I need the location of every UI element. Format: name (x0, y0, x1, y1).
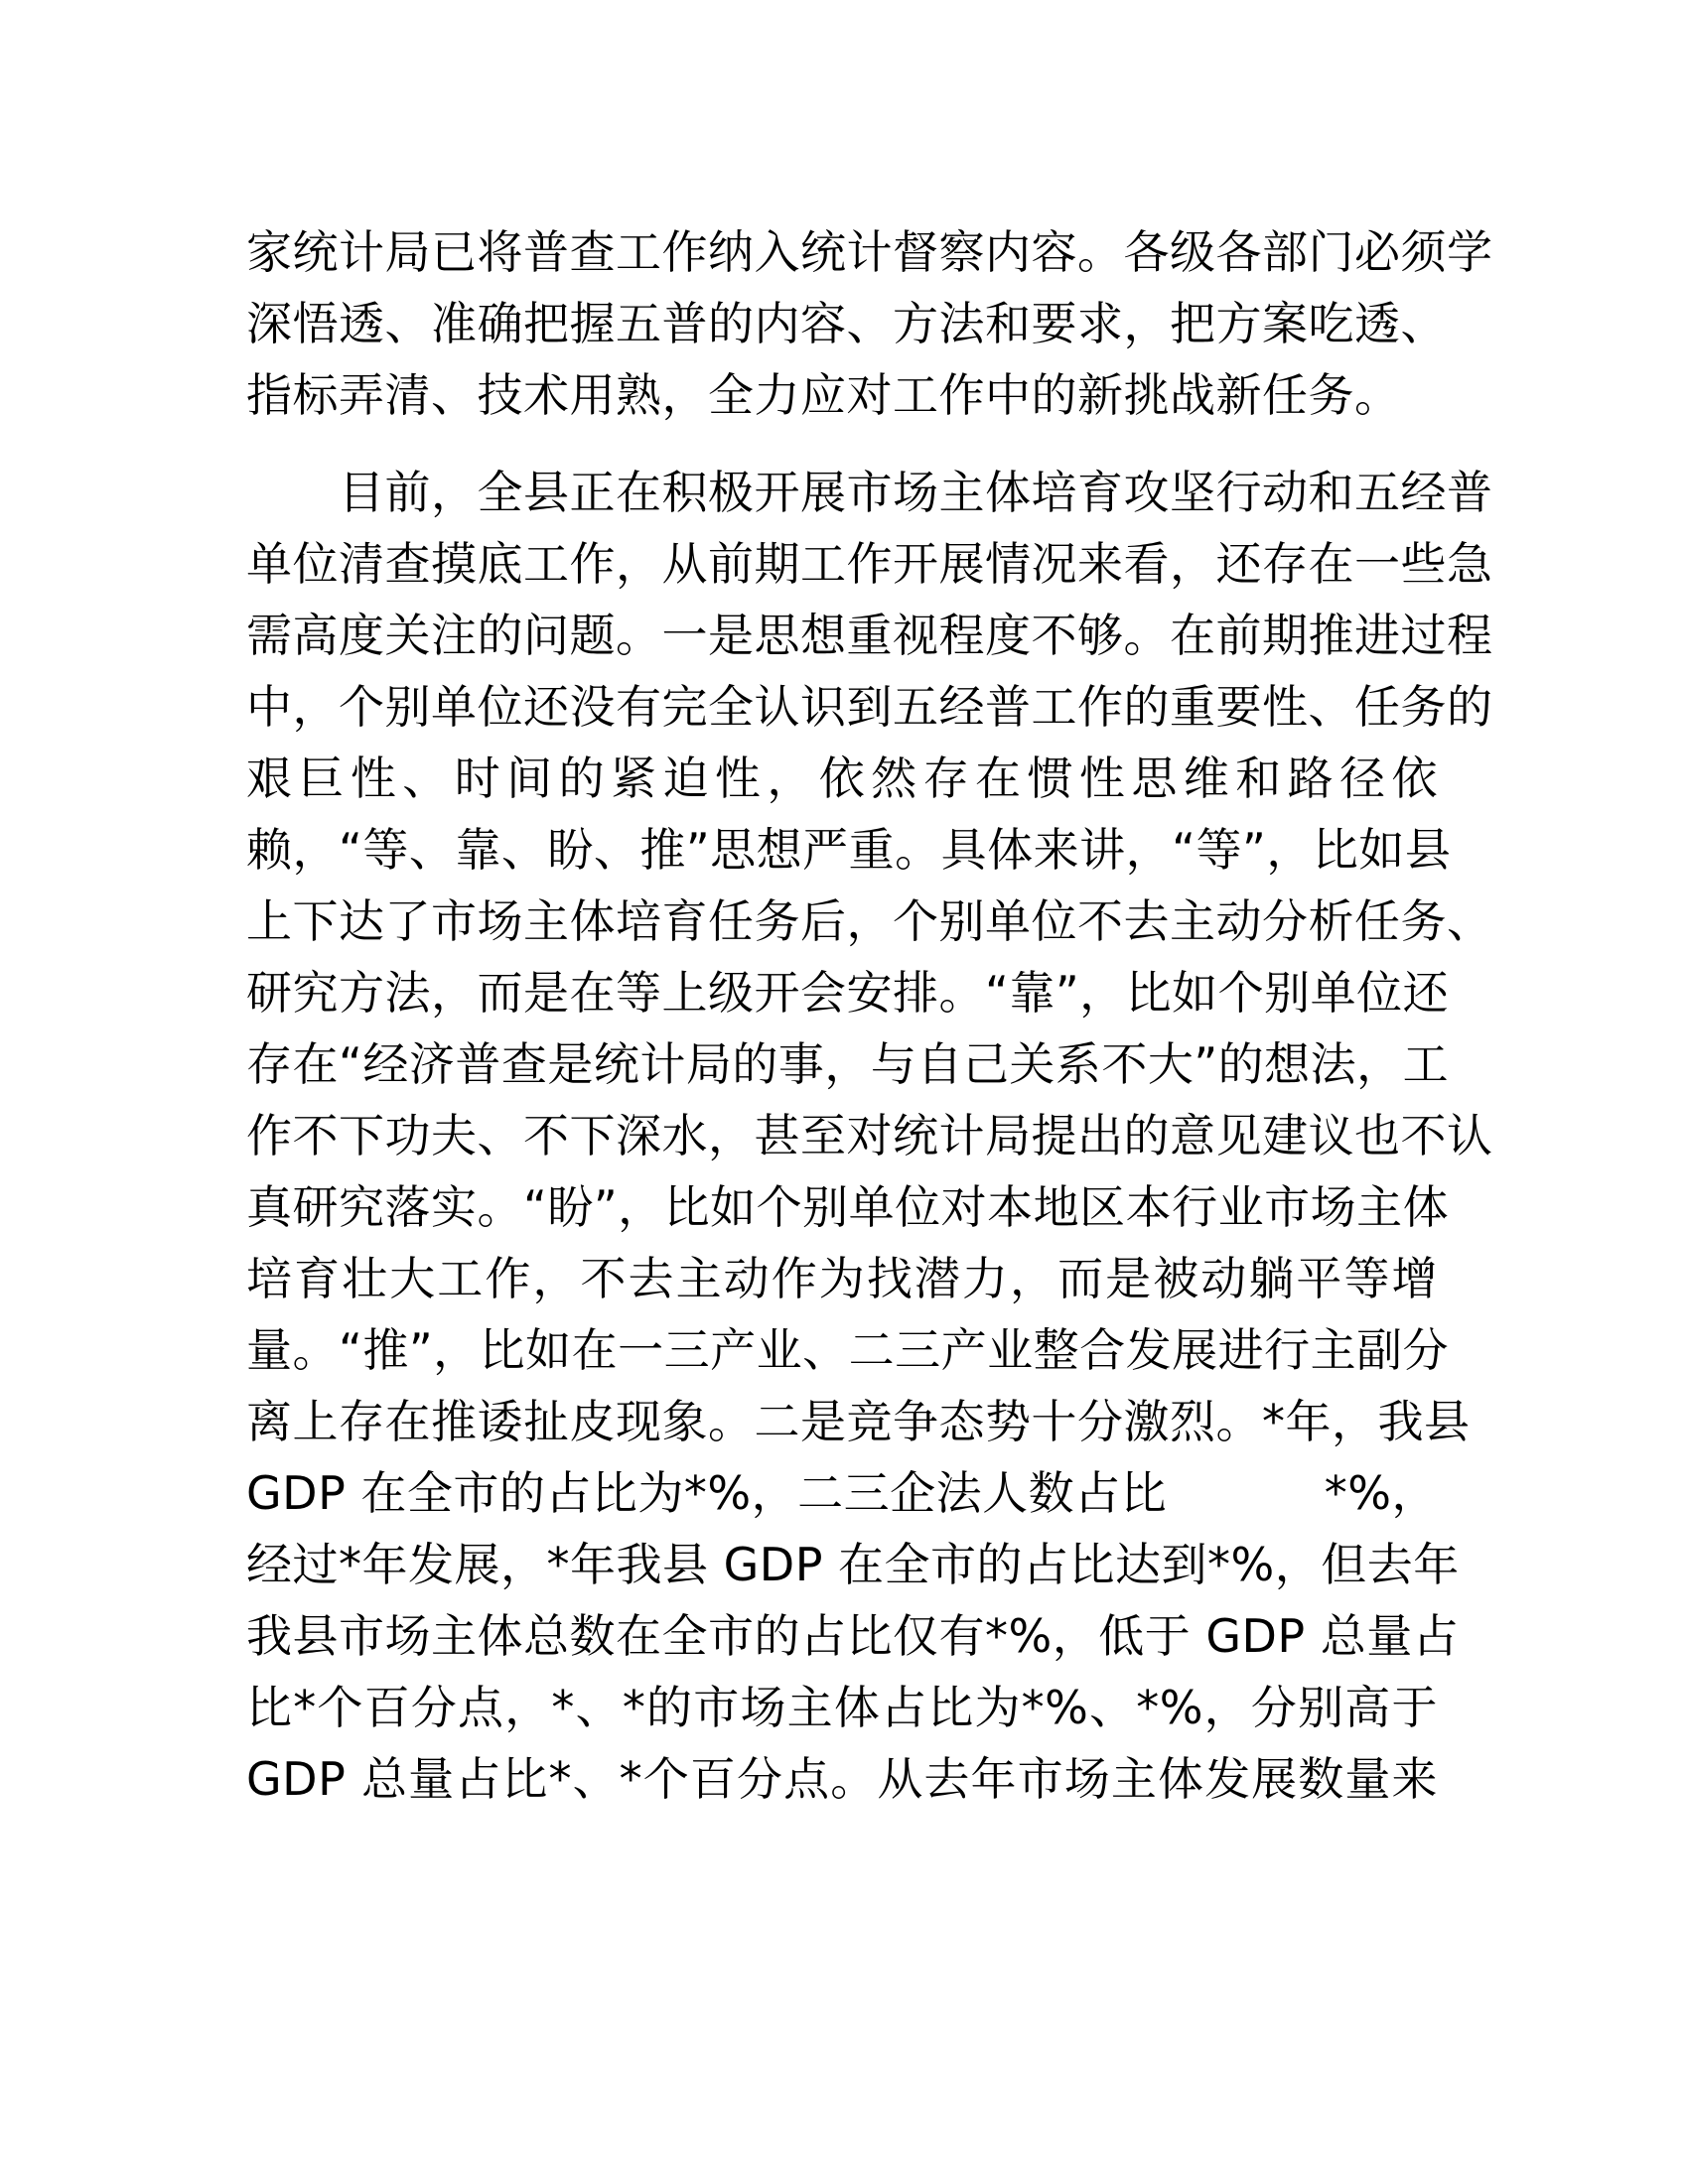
text-line: 家统计局已将普查工作纳入统计督察内容。各级各部门必须学 (246, 225, 1493, 279)
text-line: 作不下功夫、不下深水，甚至对统计局提出的意见建议也不认 (246, 1109, 1493, 1162)
text-line: 单位清查摸底工作，从前期工作开展情况来看，还存在一些急 (246, 537, 1493, 591)
text-line: 上下达了市场主体培育任务后，个别单位不去主动分析任务、 (246, 894, 1493, 948)
paragraph-first-line: 目前，全县正在积极开展市场主体培育攻坚行动和五经普 (339, 466, 1493, 519)
text-line: 赖，“等、靠、盼、推”思想严重。具体来讲，“等”，比如县 (246, 823, 1452, 877)
text-line: 我县市场主体总数在全市的占比仅有*%，低于 GDP 总量占 (246, 1609, 1460, 1663)
text-line: 培育壮大工作，不去主动作为找潜力，而是被动躺平等增 (246, 1252, 1438, 1305)
text-line: 离上存在推诿扯皮现象。二是竞争态势十分激烈。*年，我县 (246, 1395, 1471, 1448)
text-line: 存在“经济普查是统计局的事，与自己关系不大”的想法，工 (246, 1037, 1450, 1091)
text-line-part-right: *%， (1324, 1466, 1438, 1520)
text-line: 经过*年发展，*年我县 GDP 在全市的占比达到*%，但去年 (246, 1538, 1460, 1591)
text-line: 艰巨性、时间的紧迫性，依然存在惯性思维和路径依 (246, 751, 1438, 805)
text-line: 中，个别单位还没有完全认识到五经普工作的重要性、任务的 (246, 680, 1493, 734)
text-line: 量。“推”，比如在一三产业、二三产业整合发展进行主副分 (246, 1323, 1450, 1377)
text-line: 指标弄清、技术用熟，全力应对工作中的新挑战新任务。 (246, 368, 1401, 422)
text-line: 比*个百分点，*、*的市场主体占比为*%、*%，分别高于 (246, 1681, 1438, 1734)
text-line: 真研究落实。“盼”，比如个别单位对本地区本行业市场主体 (246, 1180, 1450, 1234)
text-line: GDP 总量占比*、*个百分点。从去年市场主体发展数量来 (246, 1752, 1438, 1806)
text-line-part-left: GDP 在全市的占比为*%，二三企法人数占比 (246, 1466, 1168, 1520)
text-line: 需高度关注的问题。一是思想重视程度不够。在前期推进过程 (246, 609, 1493, 662)
text-line: 研究方法，而是在等上级开会安排。“靠”，比如个别单位还 (246, 966, 1450, 1020)
text-line: 深悟透、准确把握五普的内容、方法和要求，把方案吃透、 (246, 297, 1447, 350)
